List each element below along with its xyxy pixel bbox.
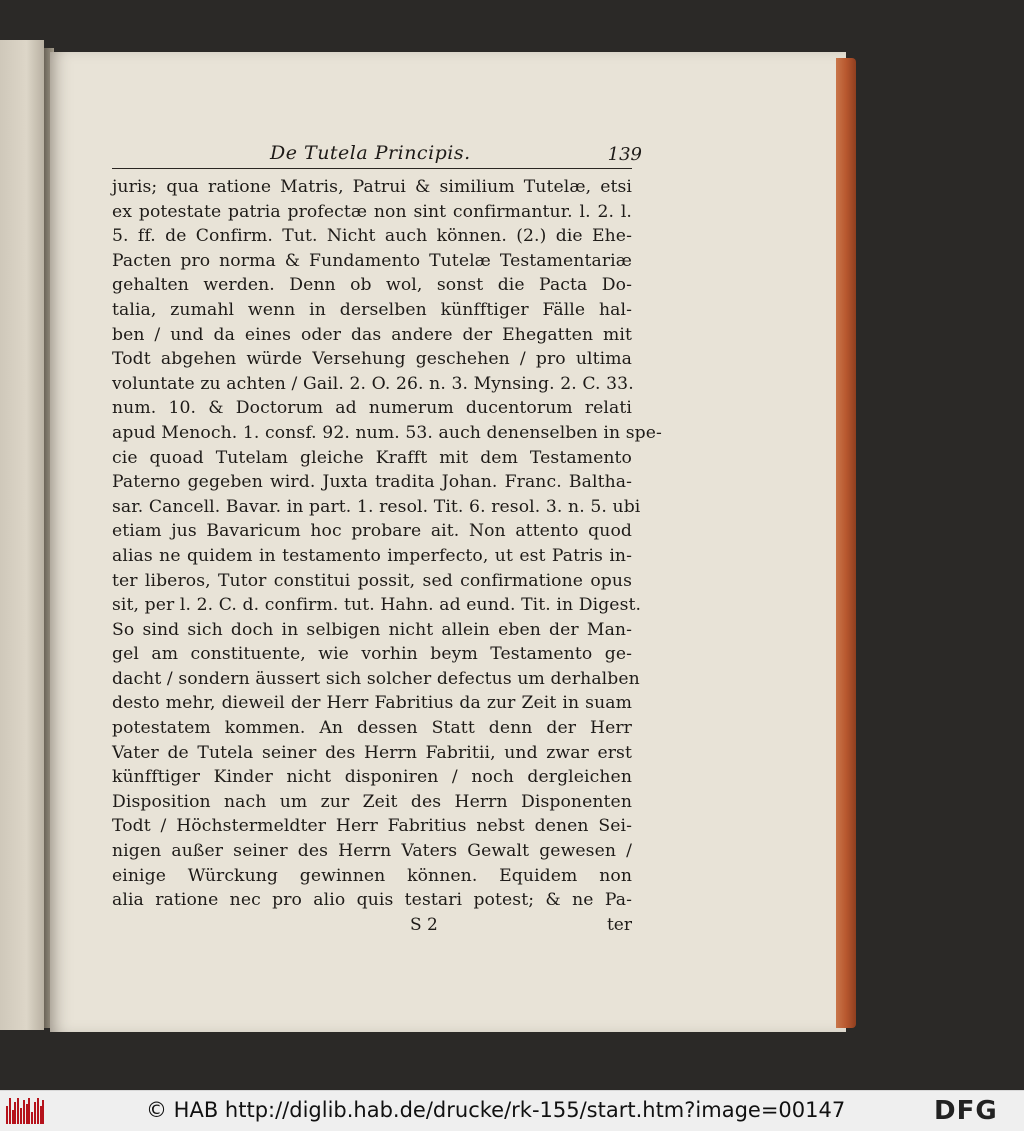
text-line: desto mehr, dieweil der Herr Fabritius da zur Zeit in suam	[112, 693, 632, 714]
logo-bar	[6, 1106, 8, 1124]
text-line: talia, zumahl wenn in derselben künfftiger Fälle hal-	[112, 299, 632, 320]
text-line: sit, per l. 2. C. d. confirm. tut. Hahn. ad eund. Tit. in Digest.	[112, 595, 642, 616]
red-page-edge	[836, 58, 856, 1028]
facing-page-edge	[0, 40, 44, 1030]
text-line: etiam jus Bavaricum hoc probare ait. Non attento quod	[112, 521, 632, 542]
logo-bar	[31, 1112, 33, 1124]
text-line: potestatem kommen. An dessen Statt denn der Herr	[112, 718, 632, 739]
footer-bar	[0, 1090, 1024, 1131]
text-line: ben / und da eines oder das andere der Ehegatten mit	[112, 324, 632, 345]
text-line: ex potestate patria profectæ non sint confirmantur. l. 2. l.	[112, 201, 632, 222]
text-line: voluntate zu achten / Gail. 2. O. 26. n. 3. Mynsing. 2. C. 33.	[112, 373, 634, 394]
text-line: künfftiger Kinder nicht disponiren / noch dergleichen	[112, 767, 632, 788]
text-line: Paterno gegeben wird. Juxta tradita Johan. Franc. Baltha-	[112, 472, 632, 493]
text-line: Vater de Tutela seiner des Herrn Fabritii, und zwar erst	[112, 742, 632, 763]
logo-bar	[26, 1104, 28, 1124]
text-line: apud Menoch. 1. consf. 92. num. 53. auch denenselben in spe-	[112, 422, 662, 443]
text-line: Todt / Höchstermeldter Herr Fabritius nebst denen Sei-	[112, 816, 632, 837]
text-block	[112, 142, 662, 939]
credit-link[interactable]: © HAB http://diglib.hab.de/drucke/rk-155/start.htm?image=00147	[146, 1098, 846, 1122]
page-title: De Tutela Principis.	[270, 142, 471, 164]
dfg-logo: DFG	[934, 1096, 998, 1126]
text-line: sar. Cancell. Bavar. in part. 1. resol. Tit. 6. resol. 3. n. 5. ubi	[112, 496, 641, 517]
text-line: gehalten werden. Denn ob wol, sonst die Pacta Do-	[112, 275, 632, 296]
text-line: ter liberos, Tutor constitui possit, sed confirmatione opus	[112, 570, 632, 591]
text-line: Todt abgehen würde Versehung geschehen / pro ultima	[112, 349, 632, 370]
logo-bar	[23, 1100, 25, 1124]
logo-bar	[12, 1110, 14, 1124]
text-line: Pacten pro norma & Fundamento Tutelæ Testamentariæ	[112, 250, 632, 271]
logo-bar	[37, 1098, 39, 1124]
signature-mark: S 2	[410, 914, 438, 935]
text-line: num. 10. & Doctorum ad numerum ducentorum relati	[112, 398, 632, 419]
text-line: nigen außer seiner des Herrn Vaters Gewalt gewesen /	[112, 841, 632, 862]
hab-logo-icon	[6, 1098, 46, 1124]
text-line: gel am constituente, wie vorhin beym Testamento ge-	[112, 644, 632, 665]
text-line: So sind sich doch in selbigen nicht allein eben der Man-	[112, 619, 632, 640]
page-number: 139	[607, 144, 642, 165]
text-line: alia ratione nec pro alio quis testari potest; & ne Pa-	[112, 890, 632, 911]
body-text	[112, 175, 662, 913]
logo-bar	[40, 1106, 42, 1124]
text-line: Disposition nach um zur Zeit des Herrn Disponenten	[112, 791, 632, 812]
text-line: dacht / sondern äussert sich solcher defectus um derhalben	[112, 668, 640, 689]
text-line: einige Würckung gewinnen können. Equidem non	[112, 865, 632, 886]
logo-bar	[14, 1102, 16, 1124]
text-line: juris; qua ratione Matris, Patrui & similium Tutelæ, etsi	[112, 177, 632, 197]
logo-bar	[9, 1098, 11, 1124]
logo-bar	[42, 1100, 44, 1124]
logo-bar	[28, 1098, 30, 1124]
text-line: alias ne quidem in testamento imperfecto, ut est Patris in-	[112, 545, 632, 566]
logo-bar	[20, 1108, 22, 1124]
text-line: cie quoad Tutelam gleiche Krafft mit dem Testamento	[112, 447, 632, 468]
logo-bar	[34, 1102, 36, 1124]
text-line: 5. ff. de Confirm. Tut. Nicht auch können. (2.) die Ehe-	[112, 226, 632, 247]
logo-bar	[17, 1098, 19, 1124]
running-head	[112, 142, 642, 169]
catchword: ter	[606, 914, 632, 935]
page-footer	[112, 915, 632, 939]
